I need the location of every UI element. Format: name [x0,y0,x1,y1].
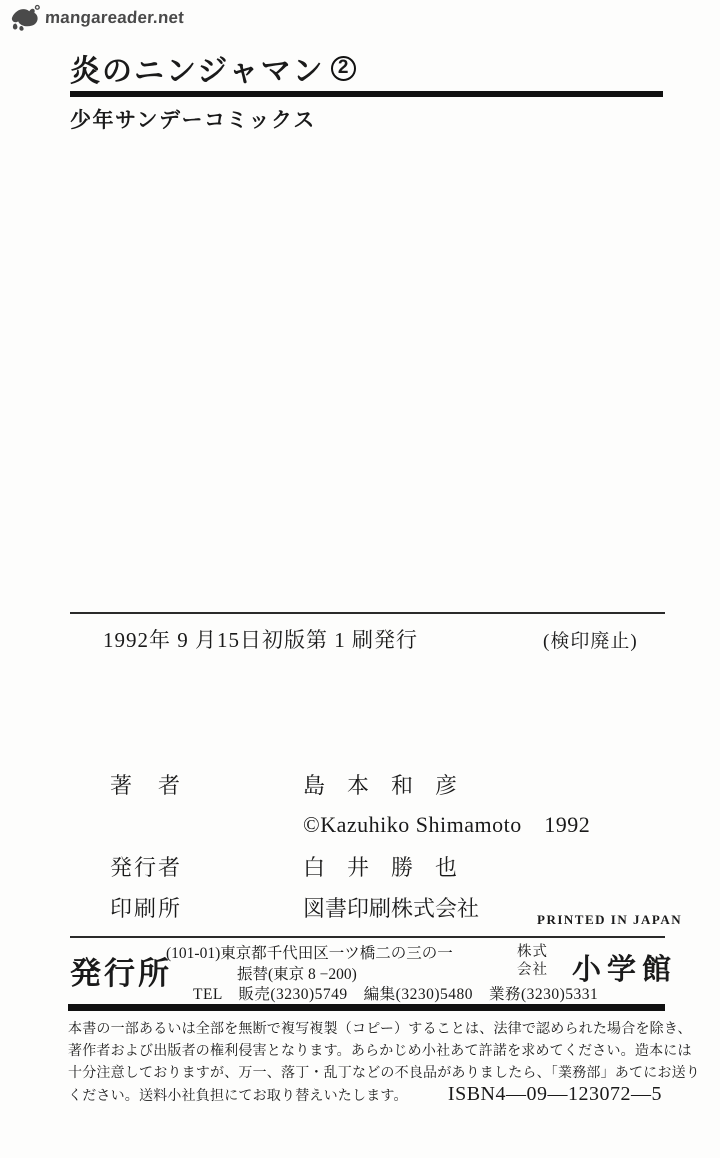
edition-date: 1992年 9 月15日初版第 1 刷発行 [103,628,418,652]
edition-divider-rule [70,612,665,614]
copyright-notice [68,1019,700,1108]
copyright-line: ©Kazuhiko Shimamoto 1992 [303,812,591,837]
series-imprint-label: 少年サンデーコミックス [70,109,316,132]
publisher-person-label: 発行者 [110,855,183,880]
notice-line-4: ください。送料小社負担にてお取り替えいたします。 [68,1089,408,1105]
publisher-company-name: 小学館 [572,954,678,986]
publishing-house-label: 発行所 [70,956,172,991]
site-watermark-label: mangareader.net [44,8,185,27]
printed-in-japan-label: PRINTED IN JAPAN [537,912,683,927]
inspection-seal-note: (検印廃止) [543,631,638,652]
site-watermark[interactable] [8,4,184,32]
publisher-divider-rule [70,936,665,938]
publisher-telephone-numbers: TEL 販売(3230)5749 編集(3230)5480 業務(3230)5331 [193,986,599,1003]
publisher-address: (101-01)東京都千代田区一ツ橋二の三の一 [166,945,453,962]
company-type-stack [517,943,548,979]
publisher-postal-transfer: 振替(東京 8 −200) [237,966,357,983]
title-underline-rule [70,91,663,97]
printer-label: 印刷所 [110,896,183,921]
notice-top-rule [68,1004,665,1011]
isbn-number: ISBN4—09—123072—5 [447,1083,662,1106]
company-type-top: 株式 [517,944,548,960]
author-label: 著 者 [110,773,183,798]
company-type-bottom: 会社 [517,962,548,978]
notice-line-1: 本書の一部あるいは全部を無断で複写複製（コピー）することは、法律で認められた場合を除き、 [68,1022,692,1037]
notice-line-2: 著作者および出版者の権利侵害となります。あらかじめ小社あて許諾を求めてください。造本には [68,1043,692,1059]
notice-line-3: 十分注意しておりますが、万一、落丁・乱丁などの不良品がありましたら、「業務部」あてにお送り [68,1065,700,1081]
volume-badge: 2 [331,56,356,81]
mangareader-mascot-icon [8,4,42,32]
printer-name: 図書印刷株式会社 [303,896,480,921]
publisher-person-name: 白 井 勝 也 [303,855,458,880]
book-title-text: 炎のニンジャマン [70,55,325,88]
author-name: 島 本 和 彦 [303,773,458,798]
book-title [70,46,356,90]
